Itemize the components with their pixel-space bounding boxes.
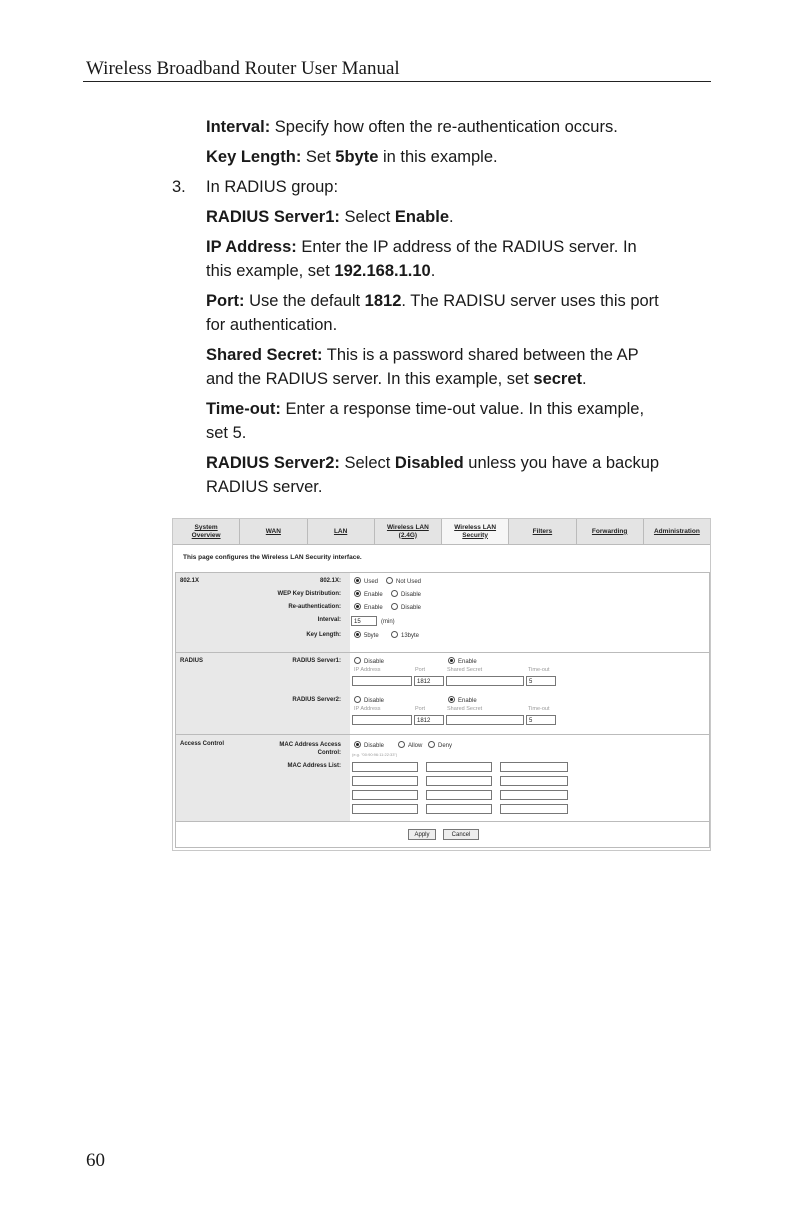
interval-unit: (min) bbox=[381, 619, 395, 625]
button-bar bbox=[175, 821, 710, 848]
radio-off-icon bbox=[386, 577, 393, 584]
radio-reauth-enable[interactable]: Enable bbox=[354, 604, 383, 611]
section-title: 802.1X bbox=[180, 578, 200, 584]
radio-used[interactable]: Used bbox=[354, 578, 378, 585]
mac-input[interactable] bbox=[426, 762, 492, 772]
section-title: RADIUS bbox=[180, 658, 204, 664]
cancel-button[interactable]: Cancel bbox=[443, 829, 479, 840]
radio-reauth-disable[interactable]: Disable bbox=[391, 604, 421, 611]
radio-on-icon bbox=[448, 696, 455, 703]
radio-mac-deny[interactable]: Deny bbox=[428, 742, 452, 749]
radio-s1-enable[interactable]: Enable bbox=[448, 658, 477, 665]
interval-input[interactable]: 15 bbox=[351, 616, 377, 626]
radio-off-icon bbox=[428, 741, 435, 748]
section-8021x-content bbox=[350, 573, 709, 653]
header-rule bbox=[83, 81, 711, 82]
timeout-paragraph: Time-out: Enter a response time-out value. In this example, set 5. bbox=[206, 400, 645, 442]
mac-input[interactable] bbox=[426, 804, 492, 814]
mac-input[interactable] bbox=[500, 790, 568, 800]
radio-wep-disable[interactable]: Disable bbox=[391, 591, 421, 598]
port-paragraph: Port: Use the default 1812. The RADISU server uses this port for authentication. bbox=[206, 292, 659, 334]
ip-paragraph: IP Address: Enter the IP address of the RADIUS server. In this example, set 192.168.1.10. bbox=[206, 238, 637, 280]
tab-wireless-lan[interactable]: Wireless LAN (2.4G) bbox=[375, 519, 442, 544]
s2-port-input[interactable]: 1812 bbox=[414, 715, 444, 725]
section-access-control: Access Control MAC Address Access Control: MAC Address List: Disable Allow Deny (e.g. "00:90:96:11:22:33") bbox=[175, 734, 710, 822]
radio-not-used[interactable]: Not Used bbox=[386, 578, 421, 585]
mac-input[interactable] bbox=[500, 776, 568, 786]
tab-lan[interactable]: LAN bbox=[308, 519, 375, 544]
key-length-paragraph: Key Length: Set 5byte in this example. bbox=[206, 148, 498, 166]
radio-on-icon bbox=[354, 631, 361, 638]
running-header: Wireless Broadband Router User Manual bbox=[86, 58, 400, 79]
section-title: Access Control bbox=[180, 741, 225, 747]
radio-off-icon bbox=[354, 657, 361, 664]
section-radius-content: Disable Enable IP Address Port Shared Secret Time-out 1812 5 Disable Enable IP Address Port Shared Secret Time-out 1812 5 bbox=[350, 653, 709, 735]
radio-s2-disable[interactable]: Disable bbox=[354, 697, 384, 704]
radius2-paragraph: RADIUS Server2: Select Disabled unless you have a backup RADIUS server. bbox=[206, 454, 660, 496]
radio-mac-allow[interactable]: Allow bbox=[398, 742, 422, 749]
radio-on-icon bbox=[354, 741, 361, 748]
radio-s2-enable[interactable]: Enable bbox=[448, 697, 477, 704]
radio-off-icon bbox=[398, 741, 405, 748]
radio-on-icon bbox=[354, 603, 361, 610]
interval-paragraph: Interval: Specify how often the re-authentication occurs. bbox=[206, 118, 618, 136]
mac-input[interactable] bbox=[352, 776, 418, 786]
radio-on-icon bbox=[354, 577, 361, 584]
secret-paragraph: Shared Secret: This is a password shared between the AP and the RADIUS server. In this example, set secret. bbox=[206, 346, 639, 388]
step-text: In RADIUS group: bbox=[206, 178, 339, 196]
tab-administration[interactable]: Administration bbox=[653, 527, 700, 535]
radio-wep-enable[interactable]: Enable bbox=[354, 591, 383, 598]
mac-input[interactable] bbox=[500, 804, 568, 814]
mac-input[interactable] bbox=[352, 762, 418, 772]
page-number: 60 bbox=[86, 1150, 105, 1171]
radio-off-icon bbox=[391, 631, 398, 638]
s2-ip-input[interactable] bbox=[352, 715, 412, 725]
s1-port-input[interactable]: 1812 bbox=[414, 676, 444, 686]
mac-input[interactable] bbox=[352, 804, 418, 814]
radio-s1-disable[interactable]: Disable bbox=[354, 658, 384, 665]
s1-timeout-input[interactable]: 5 bbox=[526, 676, 556, 686]
s2-timeout-input[interactable]: 5 bbox=[526, 715, 556, 725]
apply-button[interactable]: Apply bbox=[408, 829, 436, 840]
section-8021x: 802.1X 802.1X: WEP Key Distribution: Re-authentication: Interval: Key Length: Used Not Used Enable Disable Enable Disable 15 (min) 5byte 13byte bbox=[175, 572, 710, 654]
mac-input[interactable] bbox=[426, 776, 492, 786]
tab-forwarding[interactable]: Forwarding bbox=[577, 519, 644, 544]
radio-5byte[interactable]: 5byte bbox=[354, 632, 379, 639]
s1-ip-input[interactable] bbox=[352, 676, 412, 686]
nav-tabs bbox=[173, 519, 710, 545]
s1-secret-input[interactable] bbox=[446, 676, 524, 686]
radio-off-icon bbox=[391, 603, 398, 610]
mac-input[interactable] bbox=[426, 790, 492, 800]
section-access-content bbox=[350, 735, 709, 821]
radio-on-icon bbox=[354, 590, 361, 597]
step-number: 3. bbox=[172, 178, 186, 196]
radio-off-icon bbox=[354, 696, 361, 703]
radio-off-icon bbox=[391, 590, 398, 597]
section-radius: RADIUS RADIUS Server1: RADIUS Server2: Disable Enable IP Address Port Shared Secret Time-out 1812 5 Disable Enable IP Address Port Shared Secret Time-out 1812 5 bbox=[175, 652, 710, 736]
mac-input[interactable] bbox=[500, 762, 568, 772]
tab-wan[interactable]: WAN bbox=[240, 519, 307, 544]
tab-filters[interactable]: Filters bbox=[509, 519, 576, 544]
radius1-paragraph: RADIUS Server1: Select Enable. bbox=[206, 208, 454, 226]
tab-system-overview[interactable]: System Overview bbox=[173, 519, 240, 544]
radio-on-icon bbox=[448, 657, 455, 664]
page-intro: This page configures the Wireless LAN Security interface. bbox=[183, 554, 362, 561]
mac-example: (e.g. "00:90:96:11:22:33") bbox=[352, 752, 398, 757]
radio-13byte[interactable]: 13byte bbox=[391, 632, 419, 639]
tab-wireless-lan-security[interactable]: Wireless LAN Security bbox=[442, 519, 509, 544]
radio-mac-disable[interactable]: Disable bbox=[354, 742, 384, 749]
router-config-screenshot bbox=[172, 518, 711, 851]
s2-secret-input[interactable] bbox=[446, 715, 524, 725]
mac-input[interactable] bbox=[352, 790, 418, 800]
